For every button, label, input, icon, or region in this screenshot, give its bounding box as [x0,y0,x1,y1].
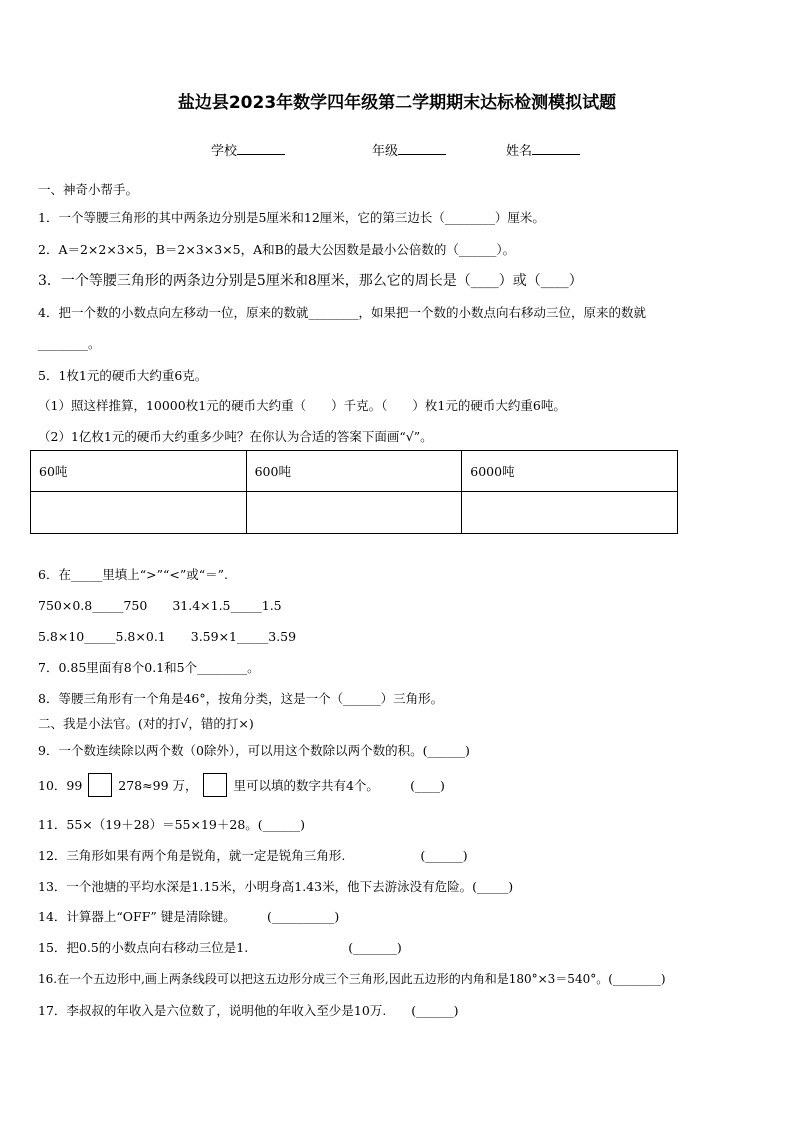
table-header-cell: 6000吨 [462,451,678,492]
question-6: 6．在_____里填上“>”“<”或“＝”. [38,567,228,582]
grade-field [372,140,446,159]
section-1-heading: 一、神奇小帮手。 [38,182,139,197]
question-5-part-2: （2）1亿枚1元的硬币大约重多少吨？在你认为合适的答案下面画“√”。 [38,429,433,444]
question-5-part-1: （1）照这样推算，10000枚1元的硬币大约重（ ）千克。（ ）枚1元的硬币大约重6吨。 [38,398,566,413]
question-6-row-1: 750×0.8_____750 31.4×1.5_____1.5 [38,598,282,613]
question-6-row-2: 5.8×10_____5.8×0.1 3.59×1_____3.59 [38,629,297,644]
question-11: 11．55×（19＋28）＝55×19＋28。(______) [38,817,306,832]
digit-box-reference [203,773,227,797]
question-4-line-2: ________。 [38,336,101,351]
question-10 [38,773,445,797]
section-2-heading: 二、我是小法官。(对的打√，错的打×) [38,716,254,731]
school-field [211,140,285,159]
question-10-prefix: 10．99 [38,778,83,793]
question-15: 15．把0.5的小数点向右移动三位是1. (_______) [38,940,402,955]
answer-cell-600[interactable] [246,492,462,534]
table-row [31,492,678,534]
table-header-cell: 60吨 [31,451,247,492]
question-10-middle: 278≈99 万， [118,778,198,793]
grade-label: 年级 [372,144,399,159]
question-8: 8．等腰三角形有一个角是46°，按角分类，这是一个（______）三角形。 [38,691,444,706]
table-header-cell: 600吨 [246,451,462,492]
question-9: 9．一个数连续除以两个数（0除外），可以用这个数除以两个数的积。(______) [38,743,470,758]
question-13: 13．一个池塘的平均水深是1.15米，小明身高1.43米，他下去游泳没有危险。(_____) [38,879,514,894]
question-14: 14．计算器上“OFF” 键是清除键。 (__________) [38,909,340,924]
question-12: 12．三角形如果有两个角是锐角，就一定是锐角三角形. (______) [38,848,468,863]
question-10-suffix: 里可以填的数字共有4个。 (____) [233,778,445,793]
answer-cell-6000[interactable] [462,492,678,534]
table-row [31,451,678,492]
name-blank[interactable] [532,142,580,155]
question-7: 7．0.85里面有8个0.1和5个________。 [38,660,260,675]
page-title: 盐边县2023年数学四年级第二学期期末达标检测模拟试题 [177,93,617,113]
question-4-line-1: 4．把一个数的小数点向左移动一位，原来的数就________，如果把一个数的小数点向右移动三位，原来的数就 [38,305,646,320]
question-2: 2．A＝2×2×3×5，B＝2×3×3×5，A和B的最大公因数是最小公倍数的（______）。 [38,242,516,257]
question-16: 16.在一个五边形中,画上两条线段可以把这五边形分成三个三角形,因此五边形的内角和是180°×3＝540°。(________) [38,972,666,986]
grade-blank[interactable] [398,142,446,155]
question-3: 3．一个等腰三角形的两条边分别是5厘米和8厘米，那么它的周长是（____）或（____） [38,273,583,289]
answer-choice-table [30,450,678,534]
digit-box[interactable] [88,773,112,797]
answer-cell-60[interactable] [31,492,247,534]
question-5: 5．1枚1元的硬币大约重6克。 [38,368,208,383]
question-1: 1．一个等腰三角形的其中两条边分别是5厘米和12厘米，它的第三边长（________）厘米。 [38,210,545,225]
name-field [506,140,580,159]
question-17: 17．李叔叔的年收入是六位数了，说明他的年收入至少是10万. (______) [38,1003,459,1018]
school-label: 学校 [211,144,238,159]
school-blank[interactable] [237,142,285,155]
name-label: 姓名 [506,144,533,159]
